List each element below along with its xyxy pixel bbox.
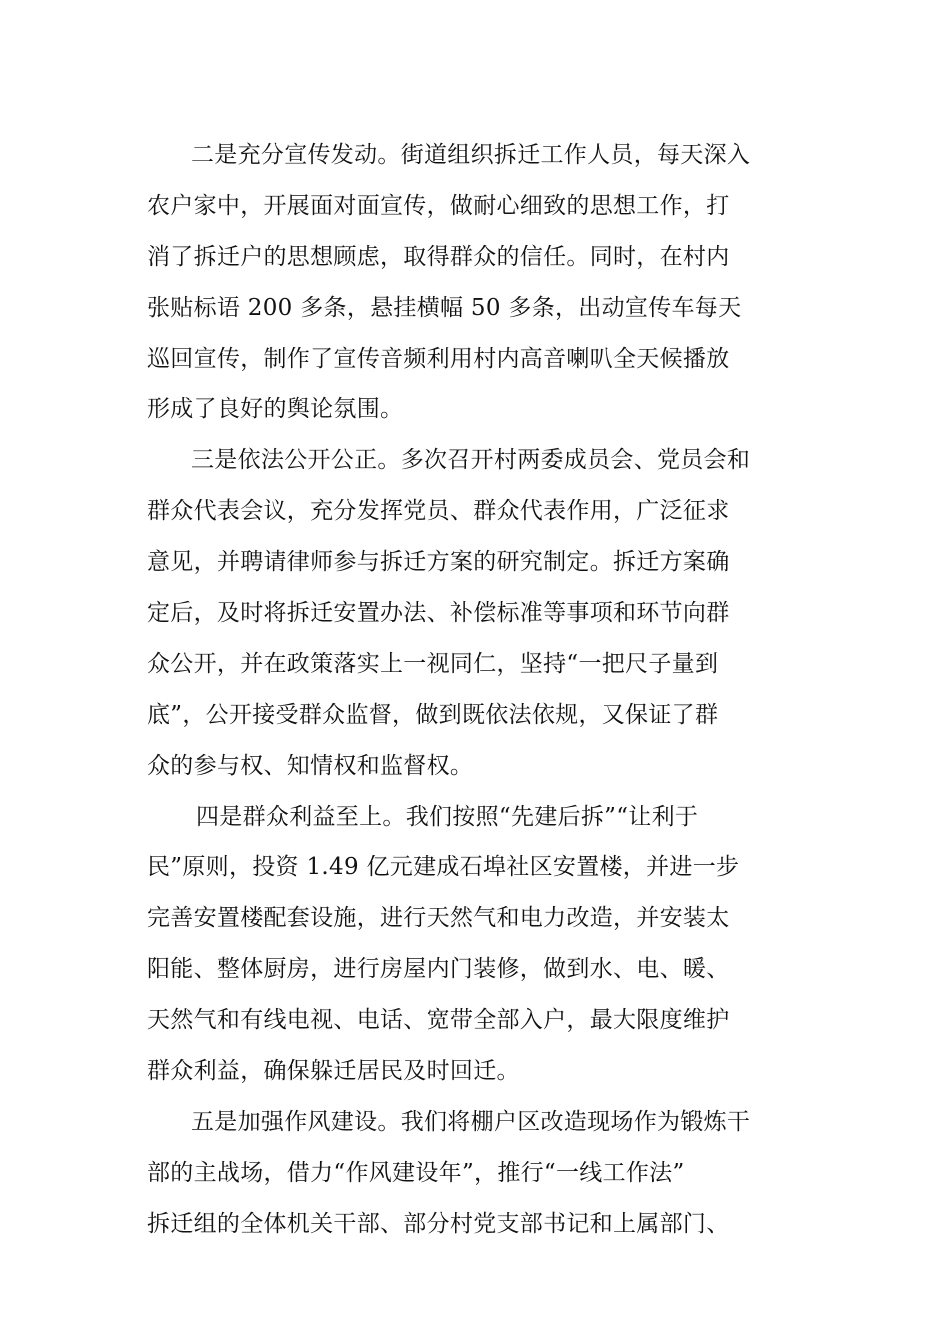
paragraph-5-line-1: 五是加强作风建设。我们将棚户区改造现场作为锻炼干 — [191, 1108, 751, 1135]
paragraph-4-line-2: 民”原则，投资 1.49 亿元建成石埠社区安置楼，并进一步 — [147, 854, 740, 881]
paragraph-3-line-7: 众的参与权、知情权和监督权。 — [147, 752, 474, 779]
paragraph-2-line-2: 农户家中，开展面对面宣传，做耐心细致的思想工作，打 — [147, 192, 730, 219]
paragraph-2-line-1: 二是充分宣传发动。街道组织拆迁工作人员，每天深入 — [191, 142, 751, 168]
paragraph-2-line-5: 巡回宣传，制作了宣传音频利用村内高音喇叭全天候播放 — [147, 345, 730, 372]
paragraph-4-line-3: 完善安置楼配套设施，进行天然气和电力改造，并安装太 — [147, 905, 730, 932]
paragraph-4-line-6: 群众利益，确保躲迁居民及时回迁。 — [147, 1058, 520, 1085]
paragraph-3-line-3: 意见，并聘请律师参与拆迁方案的研究制定。拆迁方案确 — [147, 549, 730, 576]
paragraph-2-line-4: 张贴标语 200 多条，悬挂横幅 50 多条，出动宣传车每天 — [147, 294, 742, 321]
paragraph-4-line-1: 四是群众利益至上。我们按照“先建后拆”“让利于 — [196, 803, 699, 830]
paragraph-2-line-6: 形成了良好的舆论氛围。 — [147, 396, 404, 423]
paragraph-5-line-3: 拆迁组的全体机关干部、部分村党支部书记和上属部门、 — [147, 1210, 730, 1237]
paragraph-4-line-4: 阳能、整体厨房，进行房屋内门装修，做到水、电、暖、 — [147, 956, 730, 983]
paragraph-3-line-1: 三是依法公开公正。多次召开村两委成员会、党员会和 — [191, 447, 751, 474]
paragraph-3-line-6: 底”，公开接受群众监督，做到既依法依规，又保证了群 — [147, 701, 719, 728]
paragraph-3-line-5: 众公开，并在政策落实上一视同仁，坚持“一把尺子量到 — [147, 650, 719, 677]
paragraph-3-line-4: 定后，及时将拆迁安置办法、补偿标准等事项和环节向群 — [147, 600, 730, 627]
paragraph-5-line-2: 部的主战场，借力“作风建设年”，推行“一线工作法” — [147, 1159, 685, 1186]
paragraph-4-line-5: 天然气和有线电视、电话、宽带全部入户，最大限度维护 — [147, 1007, 730, 1034]
paragraph-3-line-2: 群众代表会议，充分发挥党员、群众代表作用，广泛征求 — [147, 498, 730, 525]
document-body — [147, 130, 812, 1250]
paragraph-2-line-3: 消了拆迁户的思想顾虑，取得群众的信任。同时，在村内 — [147, 243, 730, 270]
